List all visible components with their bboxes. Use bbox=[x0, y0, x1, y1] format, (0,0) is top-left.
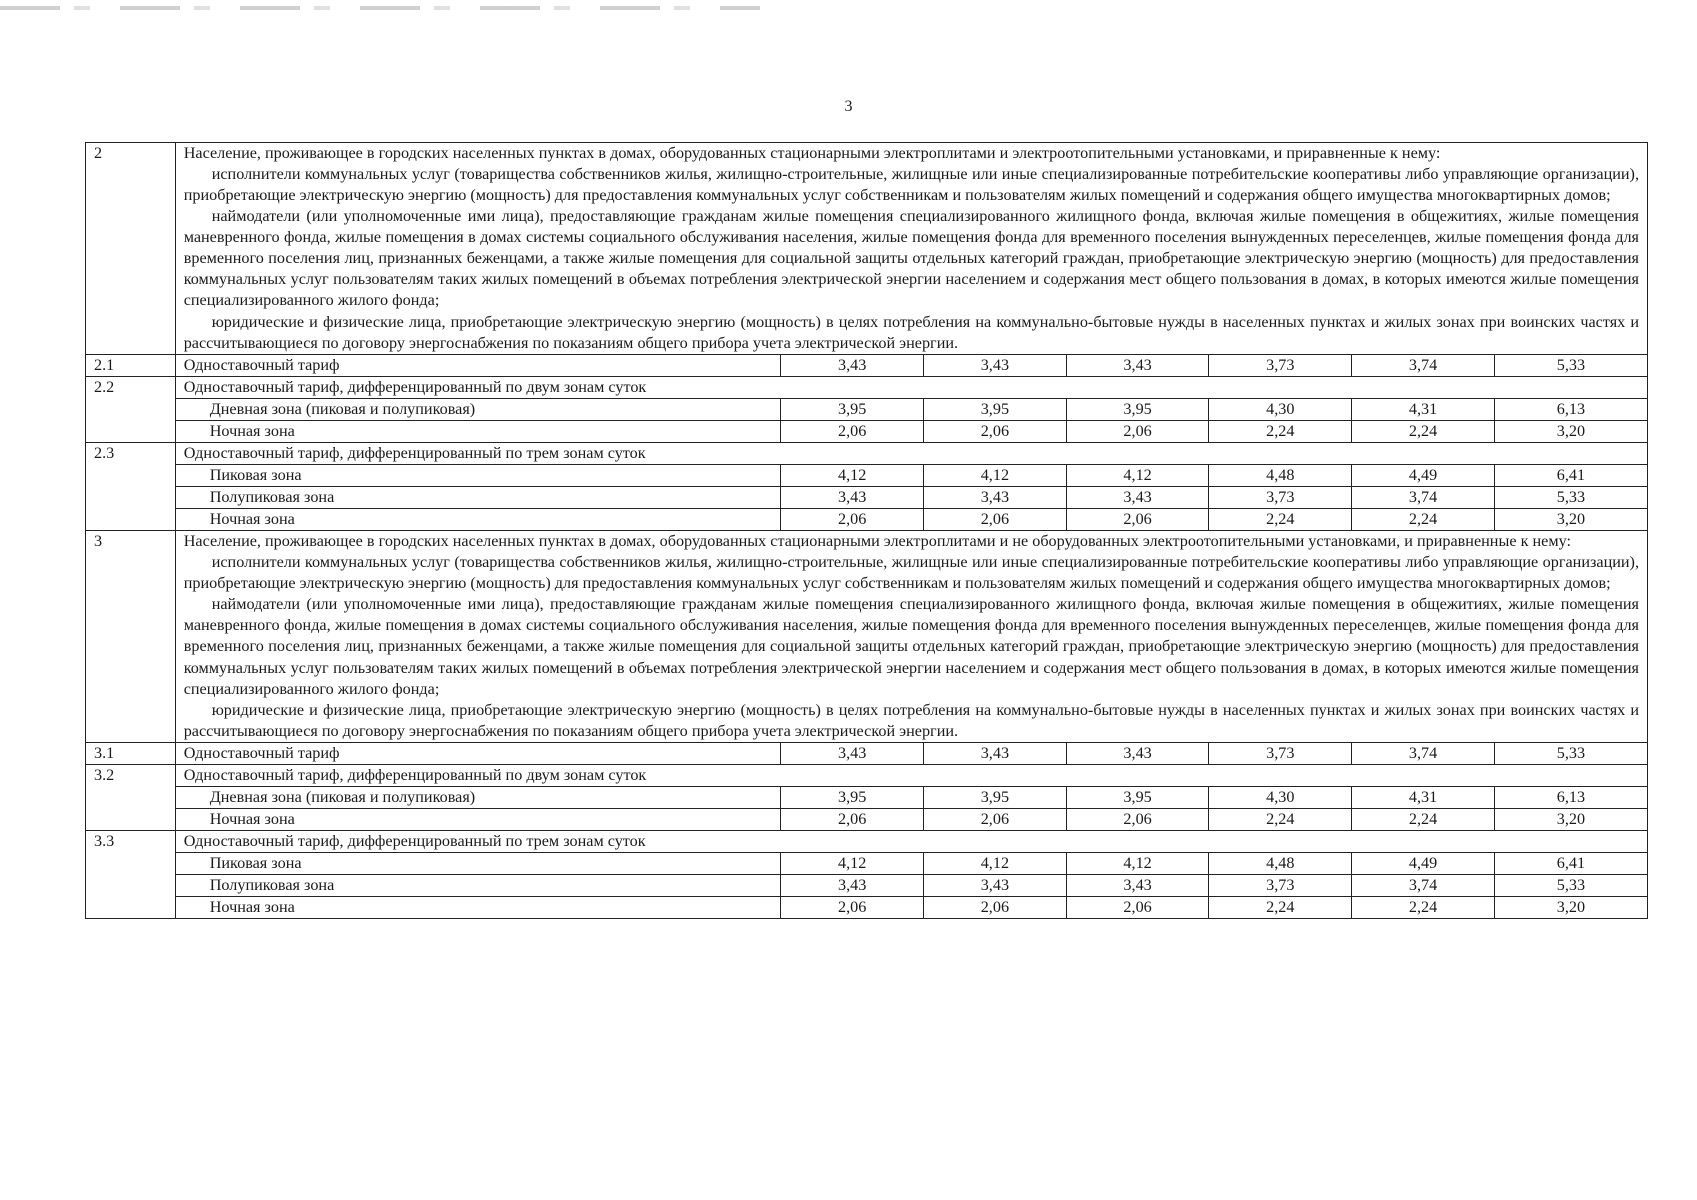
tariff-value: 2,06 bbox=[1066, 509, 1209, 531]
tariff-value: 2,24 bbox=[1352, 808, 1495, 830]
tariff-value: 4,49 bbox=[1352, 853, 1495, 875]
tariff-value: 3,73 bbox=[1209, 742, 1352, 764]
row-label: Одноставочный тариф, дифференцированный по двум зонам суток bbox=[175, 376, 1647, 398]
tariff-value: 4,31 bbox=[1352, 786, 1495, 808]
table-row bbox=[86, 398, 1648, 420]
tariff-value: 2,24 bbox=[1209, 420, 1352, 442]
tariff-value: 3,43 bbox=[1066, 354, 1209, 376]
description-paragraph: юридические и физические лица, приобретающие электрическую энергию (мощность) в целях потребления на коммунально-бытовые нужды в населенных пунктах и жилых зонах при воинских частях и рассчитывающиеся по договору энергоснабжения по показаниям общего прибора учета электрической энергии. bbox=[183, 312, 1639, 352]
description-paragraph: исполнители коммунальных услуг (товарищества собственников жилья, жилищно-строительные, жилищные или иные специализированные потребительские кооперативы либо управляющие организации), приобретающие электрическую энергию (мощность) для предоставления коммунальных услуг собственникам и пользователям жилых помещений и содержания общего имущества многоквартирных домов; bbox=[183, 165, 1639, 205]
tariff-value: 3,74 bbox=[1352, 742, 1495, 764]
tariff-value: 3,43 bbox=[1066, 487, 1209, 509]
table-row bbox=[86, 742, 1648, 764]
tariff-value: 4,12 bbox=[924, 853, 1067, 875]
tariff-value: 3,95 bbox=[1066, 398, 1209, 420]
row-label: Одноставочный тариф, дифференцированный по трем зонам суток bbox=[175, 831, 1647, 853]
tariff-value: 4,30 bbox=[1209, 398, 1352, 420]
tariff-value: 3,73 bbox=[1209, 875, 1352, 897]
tariff-value: 5,33 bbox=[1494, 354, 1647, 376]
tariff-value: 4,12 bbox=[781, 464, 924, 486]
tariff-value: 5,33 bbox=[1494, 487, 1647, 509]
row-number: 3.3 bbox=[86, 831, 176, 919]
tariff-value: 2,06 bbox=[1066, 808, 1209, 830]
tariff-value: 4,12 bbox=[1066, 853, 1209, 875]
tariff-value: 3,74 bbox=[1352, 487, 1495, 509]
row-number: 2.1 bbox=[86, 354, 176, 376]
tariff-value: 3,95 bbox=[924, 398, 1067, 420]
tariff-value: 2,06 bbox=[924, 509, 1067, 531]
zone-label: Дневная зона (пиковая и полупиковая) bbox=[175, 786, 781, 808]
tariff-value: 2,24 bbox=[1352, 897, 1495, 919]
scan-edge-artifact bbox=[0, 6, 760, 10]
zone-label: Ночная зона bbox=[175, 897, 781, 919]
description-paragraph: Население, проживающее в городских населенных пунктах в домах, оборудованных стационарными электроплитами и электроотопительными установками, и приравненные к нему: bbox=[183, 144, 1441, 162]
tariff-value: 3,43 bbox=[924, 742, 1067, 764]
zone-label: Пиковая зона bbox=[175, 464, 781, 486]
table-row bbox=[86, 875, 1648, 897]
tariff-value: 4,31 bbox=[1352, 398, 1495, 420]
section-number: 2 bbox=[86, 143, 176, 355]
table-row bbox=[86, 897, 1648, 919]
table-row bbox=[86, 831, 1648, 853]
row-label: Одноставочный тариф bbox=[175, 742, 781, 764]
tariff-value: 3,43 bbox=[1066, 742, 1209, 764]
tariff-value: 2,06 bbox=[781, 420, 924, 442]
table-row bbox=[86, 442, 1648, 464]
zone-label: Полупиковая зона bbox=[175, 487, 781, 509]
tariff-value: 3,20 bbox=[1494, 509, 1647, 531]
tariff-value: 3,20 bbox=[1494, 808, 1647, 830]
tariff-value: 2,24 bbox=[1209, 897, 1352, 919]
tariff-value: 3,95 bbox=[1066, 786, 1209, 808]
tariff-value: 3,20 bbox=[1494, 420, 1647, 442]
row-number: 2.3 bbox=[86, 442, 176, 530]
tariff-value: 2,24 bbox=[1209, 808, 1352, 830]
tariff-value: 4,12 bbox=[924, 464, 1067, 486]
tariff-value: 2,06 bbox=[924, 897, 1067, 919]
tariff-value: 3,74 bbox=[1352, 875, 1495, 897]
tariff-value: 6,41 bbox=[1494, 464, 1647, 486]
tariff-value: 3,73 bbox=[1209, 487, 1352, 509]
zone-label: Ночная зона bbox=[175, 509, 781, 531]
tariff-value: 4,48 bbox=[1209, 464, 1352, 486]
tariff-value: 2,06 bbox=[924, 420, 1067, 442]
tariff-value: 4,12 bbox=[781, 853, 924, 875]
zone-label: Ночная зона bbox=[175, 808, 781, 830]
tariff-value: 2,06 bbox=[781, 808, 924, 830]
table-row bbox=[86, 764, 1648, 786]
tariff-value: 2,24 bbox=[1352, 509, 1495, 531]
table-row bbox=[86, 853, 1648, 875]
tariff-value: 2,24 bbox=[1209, 509, 1352, 531]
tariff-value: 4,30 bbox=[1209, 786, 1352, 808]
tariff-value: 3,74 bbox=[1352, 354, 1495, 376]
tariff-value: 6,13 bbox=[1494, 398, 1647, 420]
row-label: Одноставочный тариф bbox=[175, 354, 781, 376]
table-row bbox=[86, 376, 1648, 398]
tariff-value: 2,06 bbox=[1066, 897, 1209, 919]
tariff-value: 3,43 bbox=[924, 354, 1067, 376]
tariff-value: 3,95 bbox=[781, 786, 924, 808]
row-number: 3.2 bbox=[86, 764, 176, 830]
tariff-value: 6,41 bbox=[1494, 853, 1647, 875]
page-number: 3 bbox=[844, 98, 853, 115]
section-description bbox=[175, 531, 1647, 743]
tariff-value: 3,43 bbox=[924, 875, 1067, 897]
table-row bbox=[86, 509, 1648, 531]
tariff-value: 4,49 bbox=[1352, 464, 1495, 486]
description-paragraph: юридические и физические лица, приобретающие электрическую энергию (мощность) в целях потребления на коммунально-бытовые нужды в населенных пунктах и жилых зонах при воинских частях и рассчитывающиеся по договору энергоснабжения по показаниям общего прибора учета электрической энергии. bbox=[183, 700, 1639, 740]
tariff-value: 2,06 bbox=[1066, 420, 1209, 442]
tariff-value: 3,43 bbox=[781, 354, 924, 376]
tariff-value: 2,06 bbox=[781, 897, 924, 919]
tariff-value: 2,06 bbox=[924, 808, 1067, 830]
section-description bbox=[175, 143, 1647, 355]
row-number: 2.2 bbox=[86, 376, 176, 442]
tariff-value: 3,43 bbox=[1066, 875, 1209, 897]
zone-label: Ночная зона bbox=[175, 420, 781, 442]
section-row bbox=[86, 143, 1648, 355]
table-row bbox=[86, 487, 1648, 509]
tariff-value: 2,24 bbox=[1352, 420, 1495, 442]
tariff-value: 3,20 bbox=[1494, 897, 1647, 919]
table-row bbox=[86, 464, 1648, 486]
row-label: Одноставочный тариф, дифференцированный по трем зонам суток bbox=[175, 442, 1647, 464]
zone-label: Полупиковая зона bbox=[175, 875, 781, 897]
description-paragraph: исполнители коммунальных услуг (товарищества собственников жилья, жилищно-строительные, жилищные или иные специализированные потребительские кооперативы либо управляющие организации), приобретающие электрическую энергию (мощность) для предоставления коммунальных услуг собственникам и пользователям жилых помещений и содержания общего имущества многоквартирных домов; bbox=[183, 553, 1639, 593]
tariff-value: 3,95 bbox=[924, 786, 1067, 808]
tariff-value: 2,06 bbox=[781, 509, 924, 531]
description-paragraph: Население, проживающее в городских населенных пунктах в домах, оборудованных стационарными электроплитами и не оборудованных электроотопительными установками, и приравненные к нему: bbox=[183, 532, 1571, 551]
tariff-value: 3,43 bbox=[781, 875, 924, 897]
tariff-value: 6,13 bbox=[1494, 786, 1647, 808]
table-row bbox=[86, 808, 1648, 830]
section-row bbox=[86, 531, 1648, 743]
tariff-table bbox=[85, 142, 1648, 919]
tariff-value: 3,43 bbox=[781, 487, 924, 509]
tariff-value: 5,33 bbox=[1494, 875, 1647, 897]
tariff-value: 5,33 bbox=[1494, 742, 1647, 764]
tariff-value: 3,43 bbox=[924, 487, 1067, 509]
description-paragraph: наймодатели (или уполномоченные ими лица), предоставляющие гражданам жилые помещения специализированного жилищного фонда, включая жилые помещения в общежитиях, жилые помещения маневренного фонда, жилые помещения в домах системы социального обслуживания населения, жилые помещения фонда для временного поселения вынужденных переселенцев, жилые помещения фонда для временного поселения лиц, признанных беженцами, а также жилые помещения для социальной защиты отдельных категорий граждан, приобретающие электрическую энергию (мощность) для предоставления коммунальных услуг пользователям таких жилых помещений в объемах потребления электрической энергии населением и содержания мест общего пользования в домах, в которых имеются жилые помещения специализированного жилого фонда; bbox=[183, 595, 1639, 698]
tariff-value: 3,73 bbox=[1209, 354, 1352, 376]
row-number: 3.1 bbox=[86, 742, 176, 764]
tariff-value: 4,48 bbox=[1209, 853, 1352, 875]
tariff-value: 4,12 bbox=[1066, 464, 1209, 486]
tariff-value: 3,95 bbox=[781, 398, 924, 420]
zone-label: Дневная зона (пиковая и полупиковая) bbox=[175, 398, 781, 420]
table-row bbox=[86, 786, 1648, 808]
zone-label: Пиковая зона bbox=[175, 853, 781, 875]
table-row bbox=[86, 420, 1648, 442]
tariff-value: 3,43 bbox=[781, 742, 924, 764]
description-paragraph: наймодатели (или уполномоченные ими лица), предоставляющие гражданам жилые помещения специализированного жилищного фонда, включая жилые помещения в общежитиях, жилые помещения маневренного фонда, жилые помещения в домах системы социального обслуживания населения, жилые помещения фонда для временного поселения вынужденных переселенцев, жилые помещения фонда для временного поселения лиц, признанных беженцами, а также жилые помещения для социальной защиты отдельных категорий граждан, приобретающие электрическую энергию (мощность) для предоставления коммунальных услуг пользователям таких жилых помещений в объемах потребления электрической энергии населением и содержания мест общего пользования в домах, в которых имеются жилые помещения специализированного жилого фонда; bbox=[183, 207, 1639, 310]
row-label: Одноставочный тариф, дифференцированный по двум зонам суток bbox=[175, 764, 1647, 786]
table-row bbox=[86, 354, 1648, 376]
section-number: 3 bbox=[86, 531, 176, 743]
